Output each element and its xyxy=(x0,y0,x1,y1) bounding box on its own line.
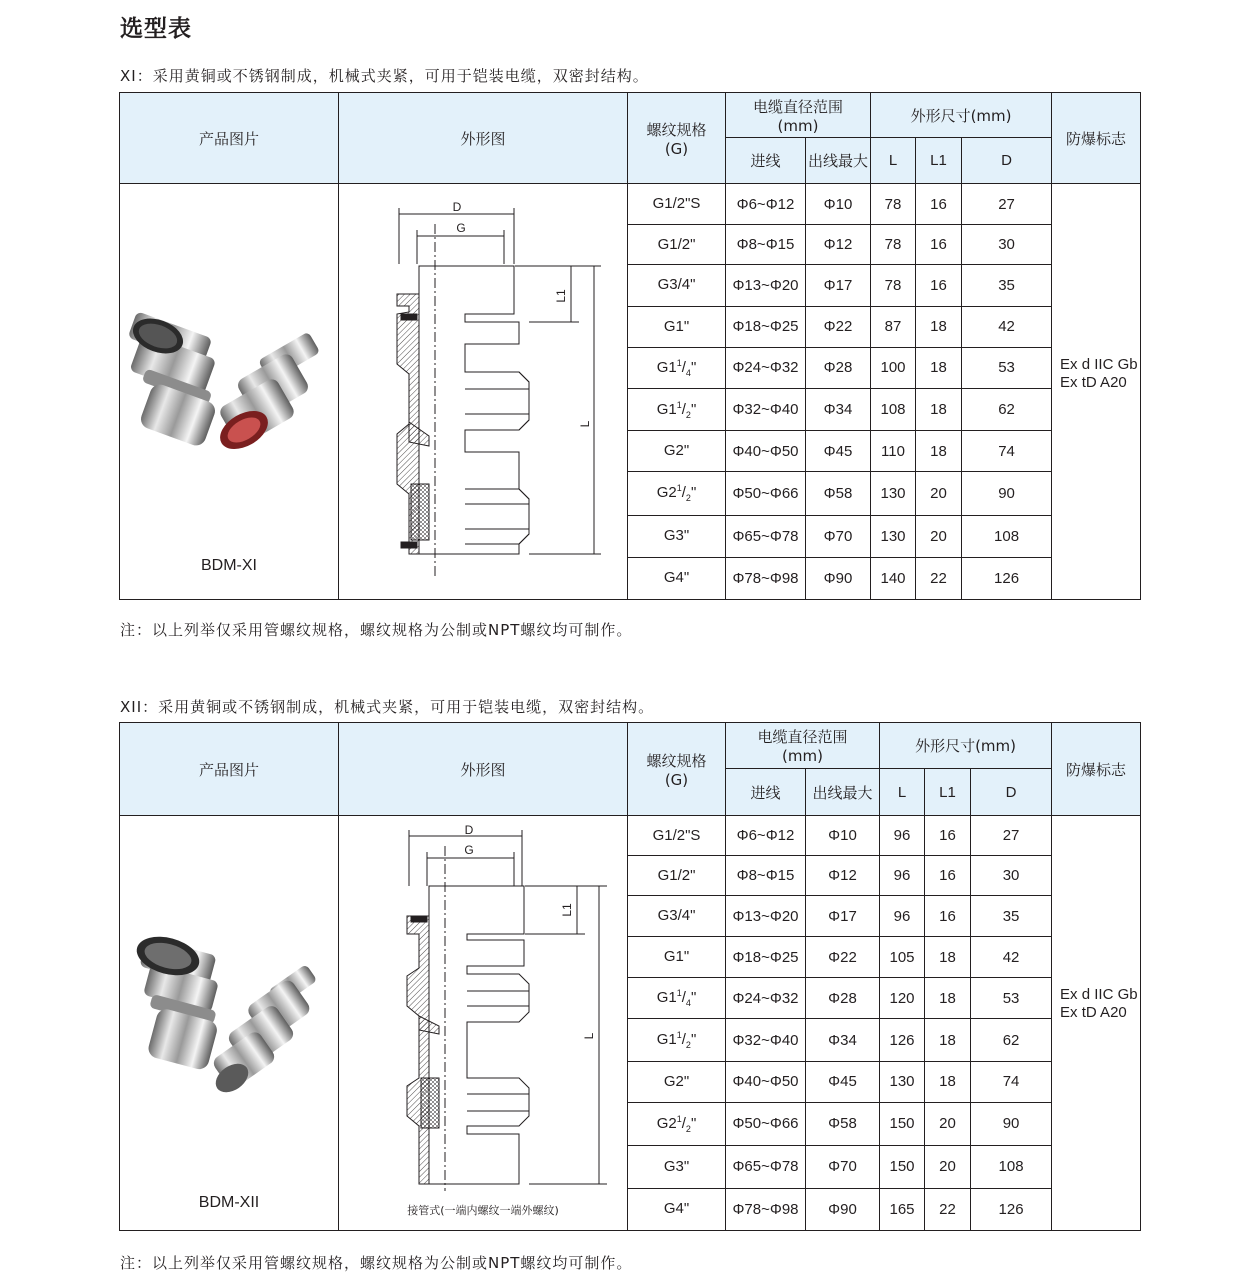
fraction-slash: / xyxy=(681,484,686,502)
L-cell: 87 xyxy=(871,306,916,347)
L1-cell: 18 xyxy=(925,1019,971,1061)
D-cell: 126 xyxy=(971,1188,1052,1230)
inlet-cell: Φ24~Φ32 xyxy=(726,347,806,388)
thread-spec-sup: 1 xyxy=(676,1030,682,1041)
thread-spec-tail: " xyxy=(690,484,697,502)
outlet-cell: Φ22 xyxy=(806,306,871,347)
thread-spec-cell xyxy=(628,1019,726,1061)
D-cell: 62 xyxy=(971,1019,1052,1061)
explosion-mark-line1: Ex d IIC Gb xyxy=(1060,356,1138,373)
header-D: D xyxy=(962,138,1052,184)
fraction-slash: / xyxy=(681,1114,686,1132)
L1-cell: 16 xyxy=(916,225,962,265)
outlet-cell: Φ28 xyxy=(806,978,880,1019)
L1-cell: 16 xyxy=(925,896,971,937)
thread-spec-sup: 1 xyxy=(676,399,682,410)
thread-spec-tail: " xyxy=(690,400,697,418)
section1-note: 注：以上列举仅采用管螺纹规格，螺纹规格为公制或NPT螺纹均可制作。 xyxy=(120,621,633,639)
explosion-mark-line2: Ex tD A20 xyxy=(1060,1004,1127,1021)
D-cell: 90 xyxy=(962,472,1052,515)
thread-spec-cell xyxy=(628,856,726,896)
product-photo xyxy=(120,816,339,1230)
thread-spec-main: G2 xyxy=(656,484,677,502)
outline-drawing-cell xyxy=(339,816,628,1231)
model-label: BDM-XI xyxy=(201,557,257,574)
header-drawing: 外形图 xyxy=(339,93,628,184)
outlet-cell: Φ22 xyxy=(806,937,880,978)
outlet-cell: Φ58 xyxy=(806,1102,880,1145)
inlet-cell: Φ32~Φ40 xyxy=(726,1019,806,1061)
dim-L-label: L xyxy=(582,1032,596,1040)
inlet-cell: Φ8~Φ15 xyxy=(726,225,806,265)
outlet-cell: Φ17 xyxy=(806,896,880,937)
thread-spec-main: G1 xyxy=(656,358,677,376)
outlet-cell: Φ58 xyxy=(806,472,871,515)
thread-spec-cell xyxy=(628,978,726,1019)
thread-unit-label: (G) xyxy=(664,770,689,789)
D-cell: 108 xyxy=(962,515,1052,557)
thread-spec-tail: " xyxy=(690,1031,697,1049)
thread-spec-main: G4" xyxy=(663,569,690,587)
thread-spec-tail: " xyxy=(690,1114,697,1132)
inlet-cell: Φ78~Φ98 xyxy=(726,1188,806,1230)
inlet-cell: Φ18~Φ25 xyxy=(726,306,806,347)
header-L1: L1 xyxy=(925,769,971,816)
thread-spec-cell xyxy=(628,1145,726,1188)
thread-spec-main: G1/2"S xyxy=(652,826,701,844)
L1-cell: 18 xyxy=(916,347,962,388)
header-thread-spec xyxy=(628,93,726,184)
header-photo: 产品图片 xyxy=(120,93,339,184)
L-cell: 78 xyxy=(871,265,916,306)
D-cell: 42 xyxy=(962,306,1052,347)
inlet-cell: Φ13~Φ20 xyxy=(726,896,806,937)
D-cell: 35 xyxy=(971,896,1052,937)
thread-spec-main: G1/2" xyxy=(657,235,696,253)
L1-cell: 20 xyxy=(916,472,962,515)
L1-cell: 18 xyxy=(916,388,962,430)
product-photo xyxy=(120,184,339,599)
thread-spec-main: G1/2"S xyxy=(652,195,701,213)
dim-G-label: G xyxy=(456,221,466,235)
L-cell: 130 xyxy=(871,515,916,557)
model-label: BDM-XII xyxy=(198,1194,260,1211)
thread-spec-main: G1" xyxy=(663,948,690,966)
outline-drawing-cell xyxy=(339,184,628,600)
D-cell: 74 xyxy=(971,1061,1052,1102)
thread-spec-sup: 1 xyxy=(676,483,682,494)
fitting-photo-2 xyxy=(210,964,317,1098)
L-cell: 110 xyxy=(871,431,916,472)
outline-drawing xyxy=(339,816,628,1230)
section2-table xyxy=(119,722,1141,1231)
outlet-cell: Φ12 xyxy=(806,225,871,265)
header-L: L xyxy=(871,138,916,184)
L1-cell: 18 xyxy=(925,937,971,978)
thread-spec-main: G3" xyxy=(663,527,690,545)
inlet-cell: Φ18~Φ25 xyxy=(726,937,806,978)
thread-spec-main: G3" xyxy=(663,1157,690,1175)
section1-description: XI：采用黄铜或不锈钢制成，机械式夹紧，可用于铠装电缆，双密封结构。 xyxy=(120,67,649,85)
outlet-cell: Φ17 xyxy=(806,265,871,306)
D-cell: 62 xyxy=(962,388,1052,430)
L1-cell: 16 xyxy=(925,816,971,856)
thread-spec-sub: 4 xyxy=(685,367,691,378)
header-cable-range xyxy=(726,93,871,138)
fraction-slash: / xyxy=(681,1031,686,1049)
D-cell: 30 xyxy=(962,225,1052,265)
outlet-cell: Φ34 xyxy=(806,1019,880,1061)
thread-spec-tail: " xyxy=(690,989,697,1007)
thread-spec-sup: 1 xyxy=(676,988,682,999)
thread-spec-cell xyxy=(628,431,726,472)
D-cell: 53 xyxy=(962,347,1052,388)
L1-cell: 20 xyxy=(916,515,962,557)
D-cell: 42 xyxy=(971,937,1052,978)
outlet-cell: Φ12 xyxy=(806,856,880,896)
header-dimensions: 外形尺寸(mm) xyxy=(871,93,1052,138)
thread-spec-sup: 1 xyxy=(676,1113,682,1124)
thread-spec-main: G2" xyxy=(663,442,690,460)
thread-spec-main: G4" xyxy=(663,1200,690,1218)
D-cell: 74 xyxy=(962,431,1052,472)
D-cell: 53 xyxy=(971,978,1052,1019)
fitting-photo-1 xyxy=(128,311,218,448)
dim-G-label: G xyxy=(464,843,474,857)
cable-unit-label: (mm) xyxy=(777,116,819,135)
inlet-cell: Φ6~Φ12 xyxy=(726,816,806,856)
thread-spec-label: 螺纹规格 xyxy=(646,120,707,139)
L1-cell: 22 xyxy=(916,557,962,599)
inlet-cell: Φ65~Φ78 xyxy=(726,1145,806,1188)
table-row xyxy=(120,184,1141,225)
D-cell: 35 xyxy=(962,265,1052,306)
thread-spec-sub: 2 xyxy=(685,493,691,504)
thread-spec-sub: 4 xyxy=(685,998,691,1009)
fraction-slash: / xyxy=(681,400,686,418)
drawing-caption: 接管式(一端内螺纹一端外螺纹) xyxy=(407,1204,559,1217)
L-cell: 100 xyxy=(871,347,916,388)
thread-spec-cell xyxy=(628,896,726,937)
thread-spec-cell xyxy=(628,1102,726,1145)
L1-cell: 22 xyxy=(925,1188,971,1230)
section2-description: XII：采用黄铜或不锈钢制成，机械式夹紧，可用于铠装电缆，双密封结构。 xyxy=(120,698,655,716)
L1-cell: 18 xyxy=(925,978,971,1019)
header-inlet: 进线 xyxy=(726,138,806,184)
header-thread-spec xyxy=(628,723,726,816)
D-cell: 27 xyxy=(971,816,1052,856)
L-cell: 130 xyxy=(871,472,916,515)
thread-spec-main: G3/4" xyxy=(657,907,696,925)
L-cell: 108 xyxy=(871,388,916,430)
thread-spec-main: G3/4" xyxy=(657,276,696,294)
outlet-cell: Φ90 xyxy=(806,557,871,599)
thread-spec-cell xyxy=(628,388,726,430)
L1-cell: 20 xyxy=(925,1145,971,1188)
thread-spec-cell xyxy=(628,472,726,515)
inlet-cell: Φ40~Φ50 xyxy=(726,1061,806,1102)
fitting-photo-2 xyxy=(213,332,320,457)
thread-spec-main: G2 xyxy=(656,1114,677,1132)
D-cell: 27 xyxy=(962,184,1052,225)
thread-spec-sup: 1 xyxy=(676,357,682,368)
thread-spec-cell xyxy=(628,225,726,265)
product-photo-cell xyxy=(120,184,339,600)
outline-drawing xyxy=(339,184,628,599)
thread-spec-cell xyxy=(628,184,726,225)
inlet-cell: Φ13~Φ20 xyxy=(726,265,806,306)
thread-spec-sub: 2 xyxy=(685,1040,691,1051)
cable-range-label: 电缆直径范围 xyxy=(757,728,848,746)
thread-spec-cell xyxy=(628,557,726,599)
D-cell: 30 xyxy=(971,856,1052,896)
header-explosion-mark: 防爆标志 xyxy=(1052,93,1141,184)
L-cell: 78 xyxy=(871,184,916,225)
dim-D-label: D xyxy=(464,823,474,837)
explosion-mark-line2: Ex tD A20 xyxy=(1060,374,1127,391)
explosion-mark-cell xyxy=(1052,184,1141,600)
header-L1: L1 xyxy=(916,138,962,184)
inlet-cell: Φ6~Φ12 xyxy=(726,184,806,225)
L-cell: 78 xyxy=(871,225,916,265)
thread-spec-label: 螺纹规格 xyxy=(646,751,707,770)
section1-table xyxy=(119,92,1141,600)
outlet-cell: Φ90 xyxy=(806,1188,880,1230)
L1-cell: 20 xyxy=(925,1102,971,1145)
thread-spec-sub: 2 xyxy=(685,1123,691,1134)
inlet-cell: Φ50~Φ66 xyxy=(726,1102,806,1145)
L-cell: 140 xyxy=(871,557,916,599)
header-outlet-max: 出线最大 xyxy=(806,138,871,184)
outlet-cell: Φ34 xyxy=(806,388,871,430)
thread-spec-cell xyxy=(628,265,726,306)
L-cell: 126 xyxy=(880,1019,925,1061)
header-L: L xyxy=(880,769,925,816)
inlet-cell: Φ24~Φ32 xyxy=(726,978,806,1019)
L1-cell: 18 xyxy=(925,1061,971,1102)
cable-range-label: 电缆直径范围 xyxy=(753,97,844,116)
D-cell: 108 xyxy=(971,1145,1052,1188)
outlet-cell: Φ70 xyxy=(806,1145,880,1188)
fitting-photo-1 xyxy=(132,930,219,1071)
inlet-cell: Φ78~Φ98 xyxy=(726,557,806,599)
thread-spec-cell xyxy=(628,347,726,388)
thread-spec-main: G1 xyxy=(656,400,677,418)
outlet-cell: Φ45 xyxy=(806,431,871,472)
thread-spec-main: G1 xyxy=(656,989,677,1007)
L-cell: 165 xyxy=(880,1188,925,1230)
L-cell: 150 xyxy=(880,1102,925,1145)
page-title: 选型表 xyxy=(120,16,192,42)
outlet-cell: Φ28 xyxy=(806,347,871,388)
thread-spec-cell xyxy=(628,937,726,978)
thread-spec-tail: " xyxy=(690,358,697,376)
thread-spec-cell xyxy=(628,1061,726,1102)
thread-unit-label: (G) xyxy=(664,139,689,158)
header-outlet-max: 出线最大 xyxy=(806,769,880,816)
outlet-cell: Φ10 xyxy=(806,816,880,856)
L-cell: 96 xyxy=(880,896,925,937)
D-cell: 126 xyxy=(962,557,1052,599)
explosion-mark-cell xyxy=(1052,816,1141,1231)
L-cell: 130 xyxy=(880,1061,925,1102)
dim-L1-label: L1 xyxy=(554,289,568,303)
dim-L-label: L xyxy=(578,420,592,428)
inlet-cell: Φ32~Φ40 xyxy=(726,388,806,430)
cable-unit-label: (mm) xyxy=(782,747,823,765)
thread-spec-main: G1" xyxy=(663,317,690,335)
inlet-cell: Φ50~Φ66 xyxy=(726,472,806,515)
L1-cell: 16 xyxy=(925,856,971,896)
header-drawing: 外形图 xyxy=(339,723,628,816)
header-photo: 产品图片 xyxy=(120,723,339,816)
outlet-cell: Φ10 xyxy=(806,184,871,225)
outlet-cell: Φ70 xyxy=(806,515,871,557)
fraction-slash: / xyxy=(681,989,686,1007)
product-photo-cell xyxy=(120,816,339,1231)
outlet-cell: Φ45 xyxy=(806,1061,880,1102)
L1-cell: 16 xyxy=(916,265,962,306)
L-cell: 105 xyxy=(880,937,925,978)
L1-cell: 18 xyxy=(916,431,962,472)
thread-spec-sub: 2 xyxy=(685,409,691,420)
L1-cell: 18 xyxy=(916,306,962,347)
thread-spec-cell xyxy=(628,306,726,347)
table-row xyxy=(120,816,1141,856)
L-cell: 120 xyxy=(880,978,925,1019)
L-cell: 96 xyxy=(880,816,925,856)
thread-spec-main: G1/2" xyxy=(657,866,696,884)
thread-spec-main: G1 xyxy=(656,1031,677,1049)
dim-L1-label: L1 xyxy=(560,903,574,917)
thread-spec-cell xyxy=(628,816,726,856)
thread-spec-cell xyxy=(628,515,726,557)
fraction-slash: / xyxy=(681,358,686,376)
thread-spec-cell xyxy=(628,1188,726,1230)
section2-note: 注：以上列举仅采用管螺纹规格，螺纹规格为公制或NPT螺纹均可制作。 xyxy=(120,1254,633,1272)
header-inlet: 进线 xyxy=(726,769,806,816)
explosion-mark-line1: Ex d IIC Gb xyxy=(1060,986,1138,1003)
inlet-cell: Φ65~Φ78 xyxy=(726,515,806,557)
inlet-cell: Φ8~Φ15 xyxy=(726,856,806,896)
header-D: D xyxy=(971,769,1052,816)
D-cell: 90 xyxy=(971,1102,1052,1145)
inlet-cell: Φ40~Φ50 xyxy=(726,431,806,472)
header-explosion-mark: 防爆标志 xyxy=(1052,723,1141,816)
header-cable-range xyxy=(726,723,880,769)
header-dimensions: 外形尺寸(mm) xyxy=(880,723,1052,769)
L-cell: 96 xyxy=(880,856,925,896)
dim-D-label: D xyxy=(452,200,462,214)
L-cell: 150 xyxy=(880,1145,925,1188)
thread-spec-main: G2" xyxy=(663,1072,690,1090)
L1-cell: 16 xyxy=(916,184,962,225)
